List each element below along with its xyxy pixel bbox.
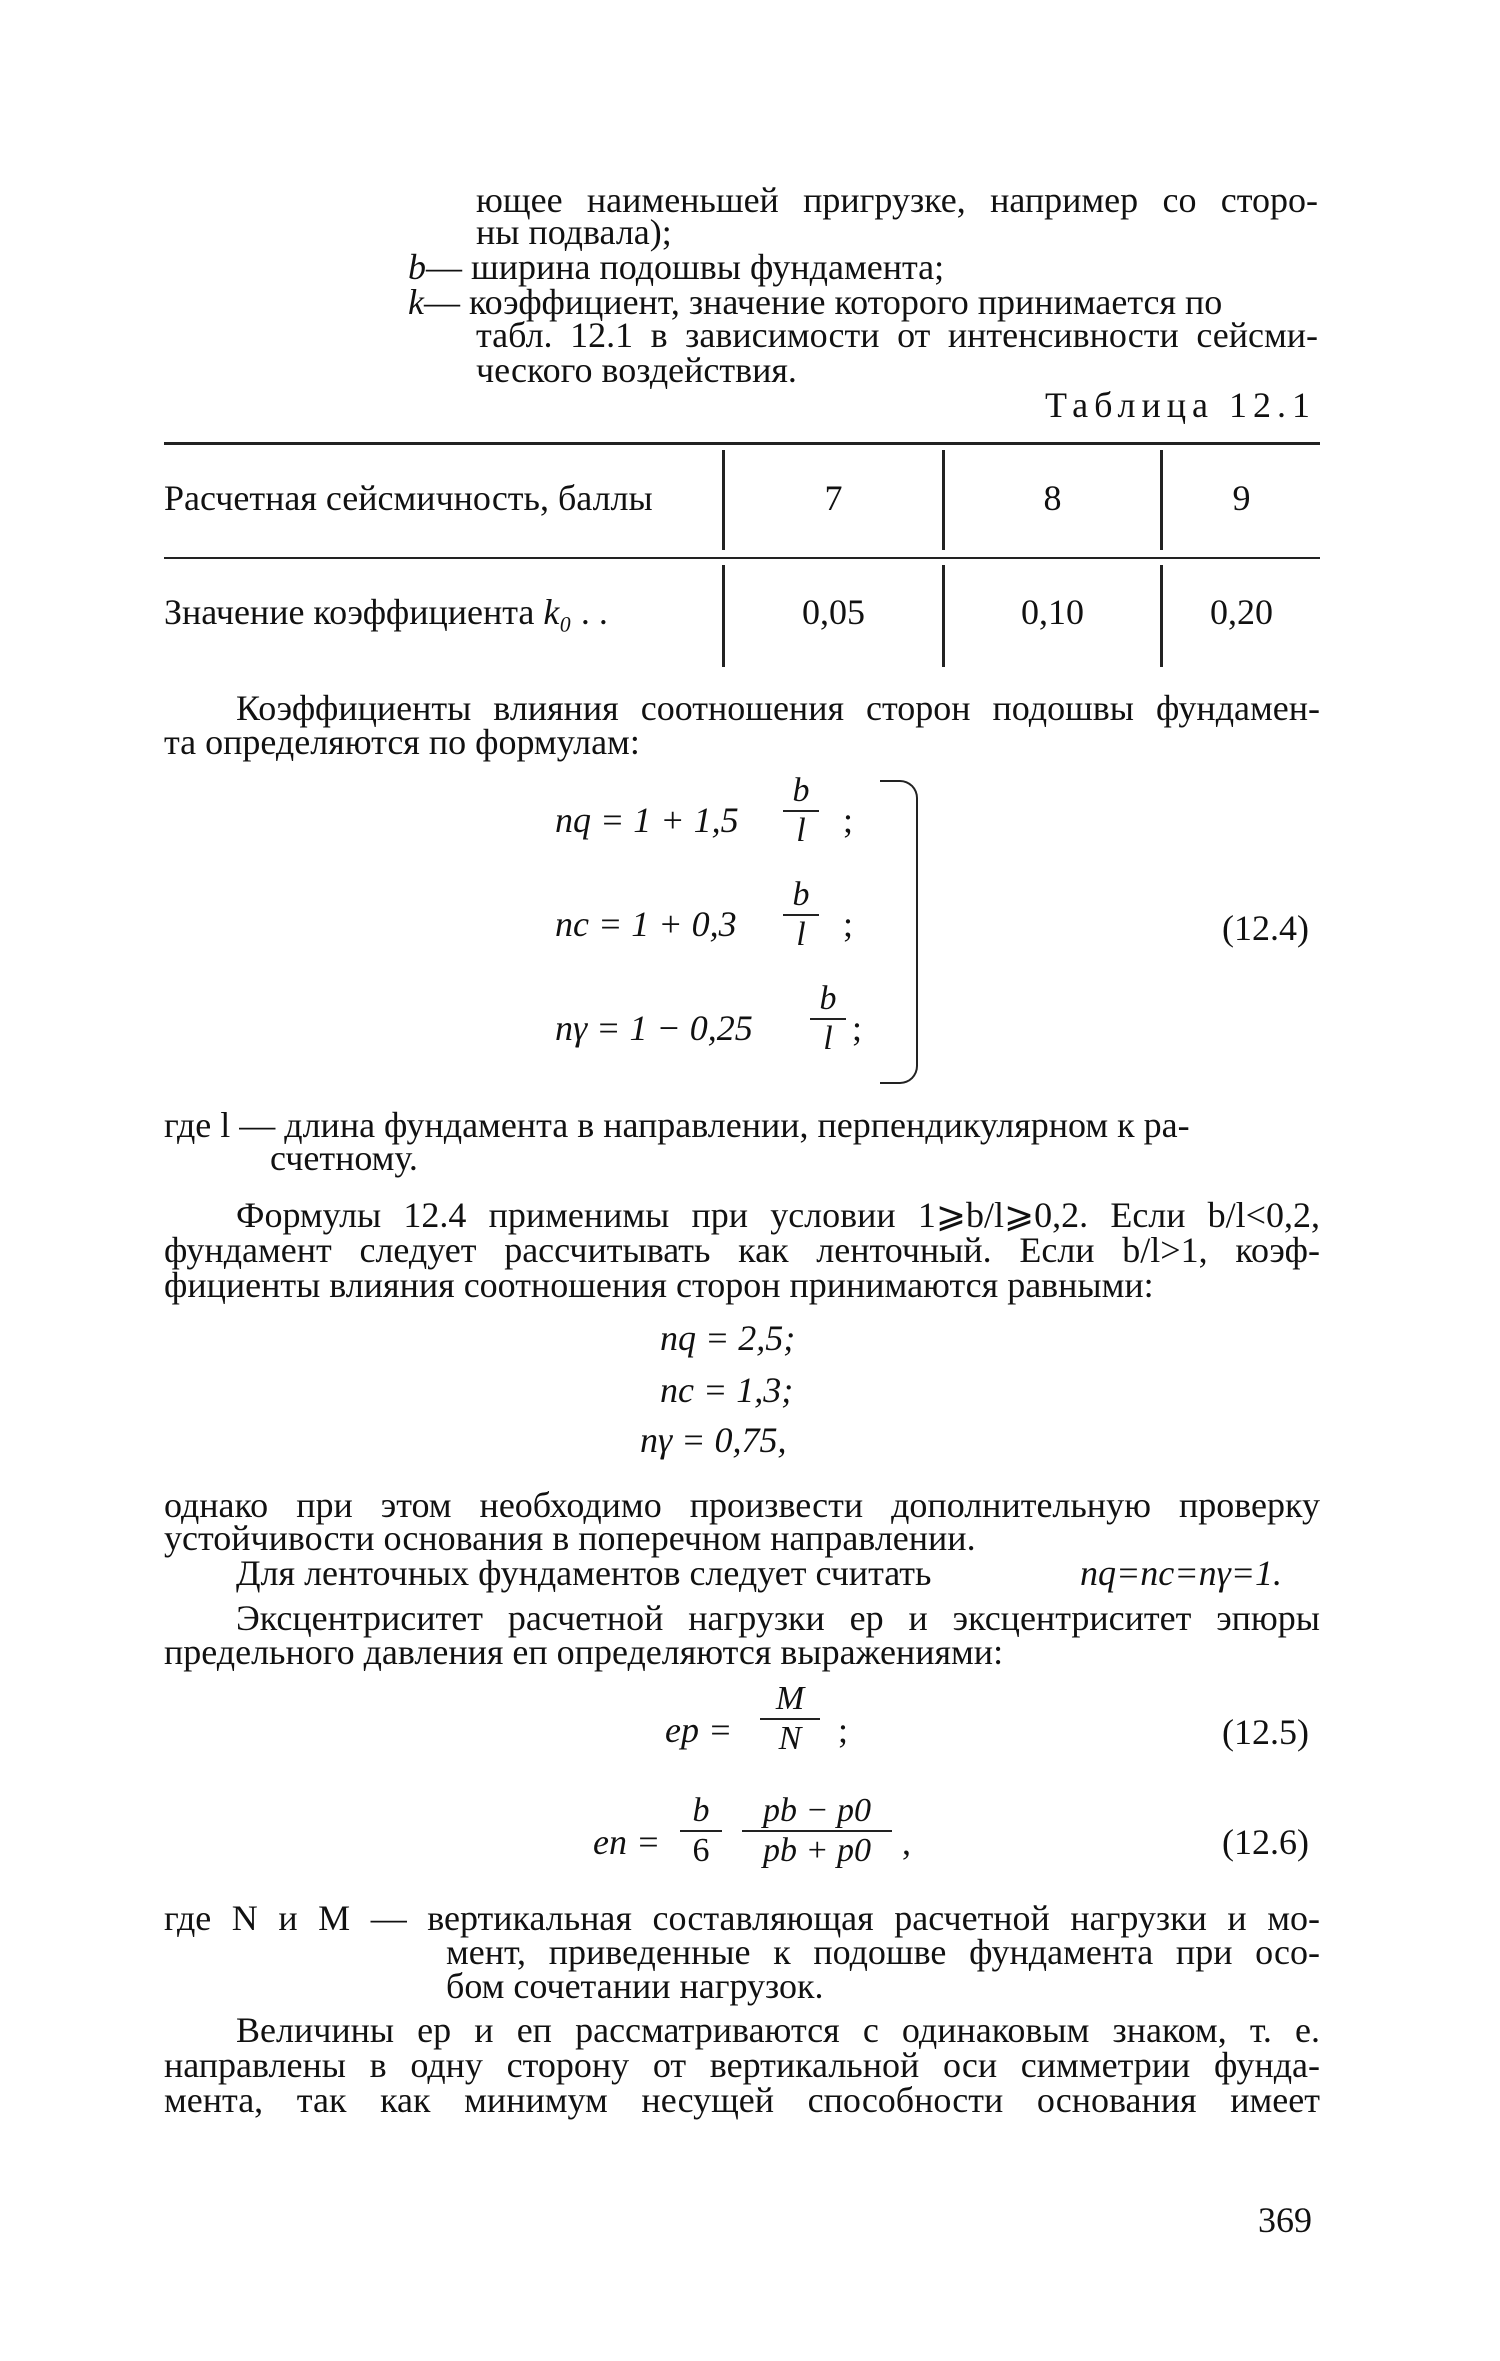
- eq-nc-sep: ;: [843, 904, 854, 944]
- eq-12-6-fraction-1: [680, 1792, 722, 1870]
- def-b: [408, 247, 944, 287]
- eq-12-6-num-1: b: [692, 1792, 710, 1829]
- page-number: 369: [1258, 2200, 1312, 2240]
- eq-12-6-sep: ,: [902, 1822, 911, 1862]
- table-top-rule: [164, 442, 1320, 445]
- eq-nc-lhs: nc = 1 + 0,3: [555, 904, 737, 944]
- value-ny: nγ = 0,75,: [640, 1420, 787, 1460]
- eq-12-5-num: M: [775, 1680, 805, 1717]
- eq-ny-sep: ;: [852, 1008, 863, 1048]
- para-3-line-2: устойчивости основания в поперечном направлении.: [164, 1518, 976, 1558]
- b-definition: — ширина подошвы фундамента;: [426, 247, 945, 287]
- where-nm-line-2: мент, приведенные к подошве фундамента при осо-: [446, 1932, 1320, 1972]
- intro-line-1: ющее наименьшей пригрузке, например со сторо-: [476, 180, 1318, 220]
- k-symbol: k: [408, 282, 424, 322]
- row2-value-8: 0,10: [1021, 592, 1084, 632]
- eq-nq-fraction: [783, 772, 819, 850]
- b-symbol: b: [408, 247, 426, 287]
- eq-nq-num: b: [792, 772, 810, 809]
- value-nq: nq = 2,5;: [660, 1318, 796, 1358]
- eq-12-5-den: N: [778, 1720, 802, 1757]
- eq-nq-lhs: nq = 1 + 1,5: [555, 800, 739, 840]
- def-k-line-2: табл. 12.1 в зависимости от интенсивности сейсми-: [476, 315, 1318, 355]
- eq-ny-den: l: [823, 1020, 833, 1057]
- para-1-line-2: та определяются по формулам:: [164, 722, 640, 762]
- row2-label-text: Значение коэффициента: [164, 592, 535, 632]
- para-3-line-1: однако при этом необходимо произвести дополнительную проверку: [164, 1485, 1320, 1525]
- row2-label: [164, 592, 608, 632]
- eq-12-6-number: (12.6): [1222, 1822, 1309, 1862]
- eq-nc-num: b: [792, 876, 810, 913]
- row1-label: Расчетная сейсмичность, баллы: [164, 478, 653, 518]
- where-l-line-2: счетному.: [270, 1138, 418, 1178]
- para-2-line-1: Формулы 12.4 применимы при условии 1⩾b/l⩾0,2. Если b/l<0,2,: [236, 1195, 1320, 1235]
- para-5-line-1: Эксцентриситет расчетной нагрузки eр и эксцентриситет эпюры: [236, 1598, 1320, 1638]
- row2-value-7: 0,05: [802, 592, 865, 632]
- para-6-line-3: мента, так как минимум несущей способности основания имеет: [164, 2080, 1320, 2120]
- row2-value-9: 0,20: [1210, 592, 1273, 632]
- eq-12-6-lhs: eп =: [593, 1822, 661, 1862]
- para-1-line-1: Коэффициенты влияния соотношения сторон подошвы фундамен-: [236, 688, 1320, 728]
- where-l-line-1: где l — длина фундамента в направлении, перпендикулярном к ра-: [164, 1105, 1190, 1145]
- eq-12-4-number: (12.4): [1222, 908, 1309, 948]
- eq-nq-sep: ;: [843, 800, 854, 840]
- right-brace: [880, 780, 918, 1084]
- para-4-text: Для ленточных фундаментов следует считать: [236, 1553, 932, 1593]
- eq-12-5-number: (12.5): [1222, 1712, 1309, 1752]
- table-caption: Таблица 12.1: [1045, 385, 1316, 425]
- eq-ny-num: b: [819, 980, 837, 1017]
- eq-12-6-den-2: pb + p0: [763, 1832, 871, 1869]
- eq-12-5-sep: ;: [838, 1710, 849, 1750]
- eq-ny-lhs: nγ = 1 − 0,25: [555, 1008, 753, 1048]
- eq-nc-fraction: [783, 876, 819, 954]
- k-definition: — коэффициент, значение которого принимается по: [423, 282, 1223, 322]
- eq-12-6-fraction-2: [742, 1792, 892, 1870]
- where-nm-line-1: где N и M — вертикальная составляющая расчетной нагрузки и мо-: [164, 1898, 1320, 1938]
- para-5-line-2: предельного давления eп определяются выражениями:: [164, 1632, 1004, 1672]
- row1-value-8: 8: [1043, 478, 1062, 518]
- k0-symbol: k₀: [543, 592, 572, 632]
- row2-dots: . .: [580, 592, 608, 632]
- para-6-line-1: Величины eр и eп рассматриваются с одинаковым знаком, т. е.: [236, 2010, 1320, 2050]
- eq-nq-den: l: [796, 812, 806, 849]
- table-mid-rule: [164, 557, 1320, 559]
- where-nm-line-3: бом сочетании нагрузок.: [446, 1966, 824, 2006]
- para-2-line-2: фундамент следует рассчитывать как ленточный. Если b/l>1, коэф-: [164, 1230, 1320, 1270]
- eq-12-5-lhs: eр =: [665, 1710, 733, 1750]
- row1-value-9: 9: [1232, 478, 1251, 518]
- para-2-line-3: фициенты влияния соотношения сторон принимаются равными:: [164, 1265, 1154, 1305]
- def-k-line-3: ческого воздействия.: [476, 350, 797, 390]
- eq-12-6-num-2: pb − p0: [763, 1792, 871, 1829]
- value-nc: nc = 1,3;: [660, 1370, 794, 1410]
- eq-ny-fraction: [810, 980, 846, 1058]
- eq-12-5-fraction: [760, 1680, 820, 1758]
- row1-value-7: 7: [824, 478, 843, 518]
- eq-nc-den: l: [796, 916, 806, 953]
- para-6-line-2: направлены в одну сторону от вертикальной оси симметрии фунда-: [164, 2045, 1320, 2085]
- intro-line-2: ны подвала);: [476, 212, 672, 252]
- para-4-formula: nq=nc=nγ=1.: [1080, 1553, 1283, 1593]
- eq-12-6-den-1: 6: [692, 1832, 710, 1869]
